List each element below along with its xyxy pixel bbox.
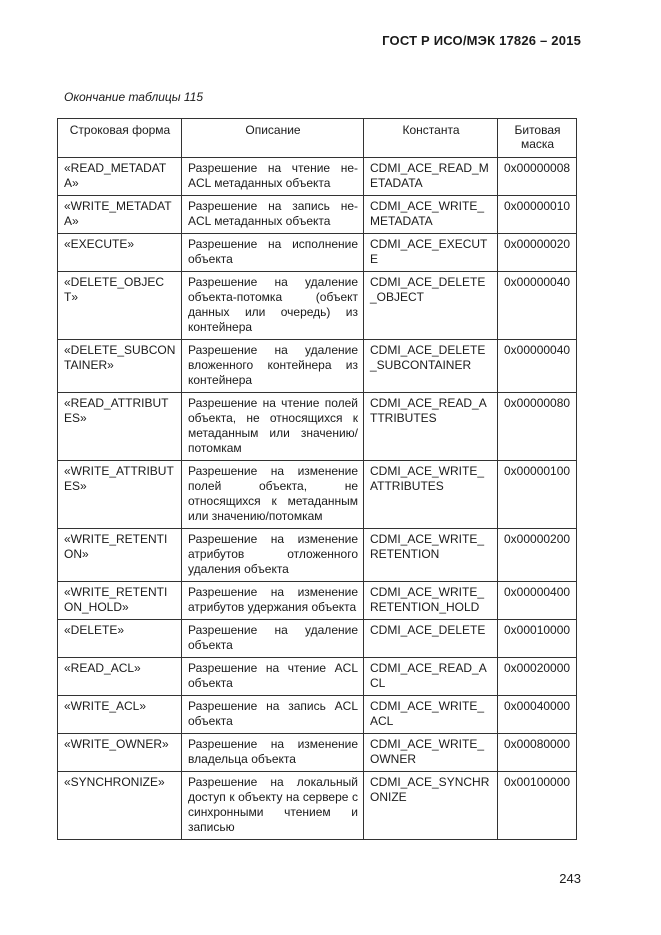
cell-constant: CDMI_ACE_WRITE_ACL [364,696,498,734]
cell-description: Разрешение на чтение не-ACL метаданных объекта [182,158,364,196]
cell-constant: CDMI_ACE_WRITE_RETENTION [364,529,498,582]
cell-description: Разрешение на запись не-ACL метаданных объекта [182,196,364,234]
cell-bit-mask: 0x00010000 [498,620,577,658]
cell-description: Разрешение на удаление объекта [182,620,364,658]
cell-constant: CDMI_ACE_WRITE_METADATA [364,196,498,234]
cell-string-form: «READ_METADATA» [58,158,182,196]
cell-description: Разрешение на удаление объекта-потомка (объект данных или очередь) из контейнера [182,272,364,340]
cell-bit-mask: 0x00100000 [498,772,577,840]
cell-string-form: «WRITE_METADATA» [58,196,182,234]
cell-description: Разрешение на удаление вложенного контейнера из контейнера [182,340,364,393]
cell-bit-mask: 0x00020000 [498,658,577,696]
cell-string-form: «SYNCHRONIZE» [58,772,182,840]
cell-bit-mask: 0x00080000 [498,734,577,772]
cell-constant: CDMI_ACE_DELETE_SUBCONTAINER [364,340,498,393]
cell-string-form: «DELETE_SUBCONTAINER» [58,340,182,393]
column-header-constant: Константа [364,119,498,158]
cell-constant: CDMI_ACE_WRITE_ATTRIBUTES [364,461,498,529]
cell-string-form: «WRITE_ATTRIBUTES» [58,461,182,529]
table-row [58,461,577,529]
cell-string-form: «WRITE_OWNER» [58,734,182,772]
cell-string-form: «READ_ATTRIBUTES» [58,393,182,461]
table-row [58,582,577,620]
cell-string-form: «DELETE_OBJECT» [58,272,182,340]
cell-bit-mask: 0x00000010 [498,196,577,234]
cell-constant: CDMI_ACE_DELETE_OBJECT [364,272,498,340]
column-header-description: Описание [182,119,364,158]
cell-string-form: «READ_ACL» [58,658,182,696]
cell-description: Разрешение на чтение ACL объекта [182,658,364,696]
column-header-string-form: Строковая форма [58,119,182,158]
cell-bit-mask: 0x00000100 [498,461,577,529]
cell-constant: CDMI_ACE_READ_ACL [364,658,498,696]
cell-description: Разрешение на запись ACL объекта [182,696,364,734]
cell-string-form: «WRITE_RETENTION_HOLD» [58,582,182,620]
table-row [58,234,577,272]
cell-bit-mask: 0x00000080 [498,393,577,461]
cell-constant: CDMI_ACE_READ_METADATA [364,158,498,196]
table-row [58,696,577,734]
cell-description: Разрешение на изменение атрибутов отложенного удаления объекта [182,529,364,582]
table-row [58,658,577,696]
column-header-bit-mask: Битовая маска [498,119,577,158]
cell-bit-mask: 0x00000200 [498,529,577,582]
page-number: 243 [559,871,581,886]
cell-description: Разрешение на изменение владельца объекта [182,734,364,772]
table-row [58,196,577,234]
cell-bit-mask: 0x00000400 [498,582,577,620]
table-row [58,158,577,196]
cell-bit-mask: 0x00000008 [498,158,577,196]
table-row [58,393,577,461]
cell-constant: CDMI_ACE_READ_ATTRIBUTES [364,393,498,461]
cell-description: Разрешение на локальный доступ к объекту на сервере с синхронными чтением и записью [182,772,364,840]
cell-string-form: «WRITE_ACL» [58,696,182,734]
table-row [58,340,577,393]
cell-description: Разрешение на чтение полей объекта, не относящихся к метаданным или значению/потомкам [182,393,364,461]
cell-description: Разрешение на исполнение объекта [182,234,364,272]
table-caption: Окончание таблицы 115 [64,90,204,104]
table-header-row [58,119,577,158]
cell-constant: CDMI_ACE_SYNCHRONIZE [364,772,498,840]
table-row [58,529,577,582]
cell-bit-mask: 0x00000040 [498,340,577,393]
cell-constant: CDMI_ACE_EXECUTE [364,234,498,272]
cell-constant: CDMI_ACE_WRITE_RETENTION_HOLD [364,582,498,620]
table-row [58,272,577,340]
permissions-table [57,118,577,840]
cell-string-form: «EXECUTE» [58,234,182,272]
cell-bit-mask: 0x00040000 [498,696,577,734]
cell-bit-mask: 0x00000040 [498,272,577,340]
cell-string-form: «DELETE» [58,620,182,658]
table-row [58,734,577,772]
table-row [58,772,577,840]
cell-bit-mask: 0x00000020 [498,234,577,272]
cell-string-form: «WRITE_RETENTION» [58,529,182,582]
cell-description: Разрешение на изменение атрибутов удержания объекта [182,582,364,620]
cell-constant: CDMI_ACE_WRITE_OWNER [364,734,498,772]
document-header: ГОСТ Р ИСО/МЭК 17826 – 2015 [382,33,581,48]
cell-constant: CDMI_ACE_DELETE [364,620,498,658]
cell-description: Разрешение на изменение полей объекта, не относящихся к метаданным или значению/потомкам [182,461,364,529]
table-row [58,620,577,658]
